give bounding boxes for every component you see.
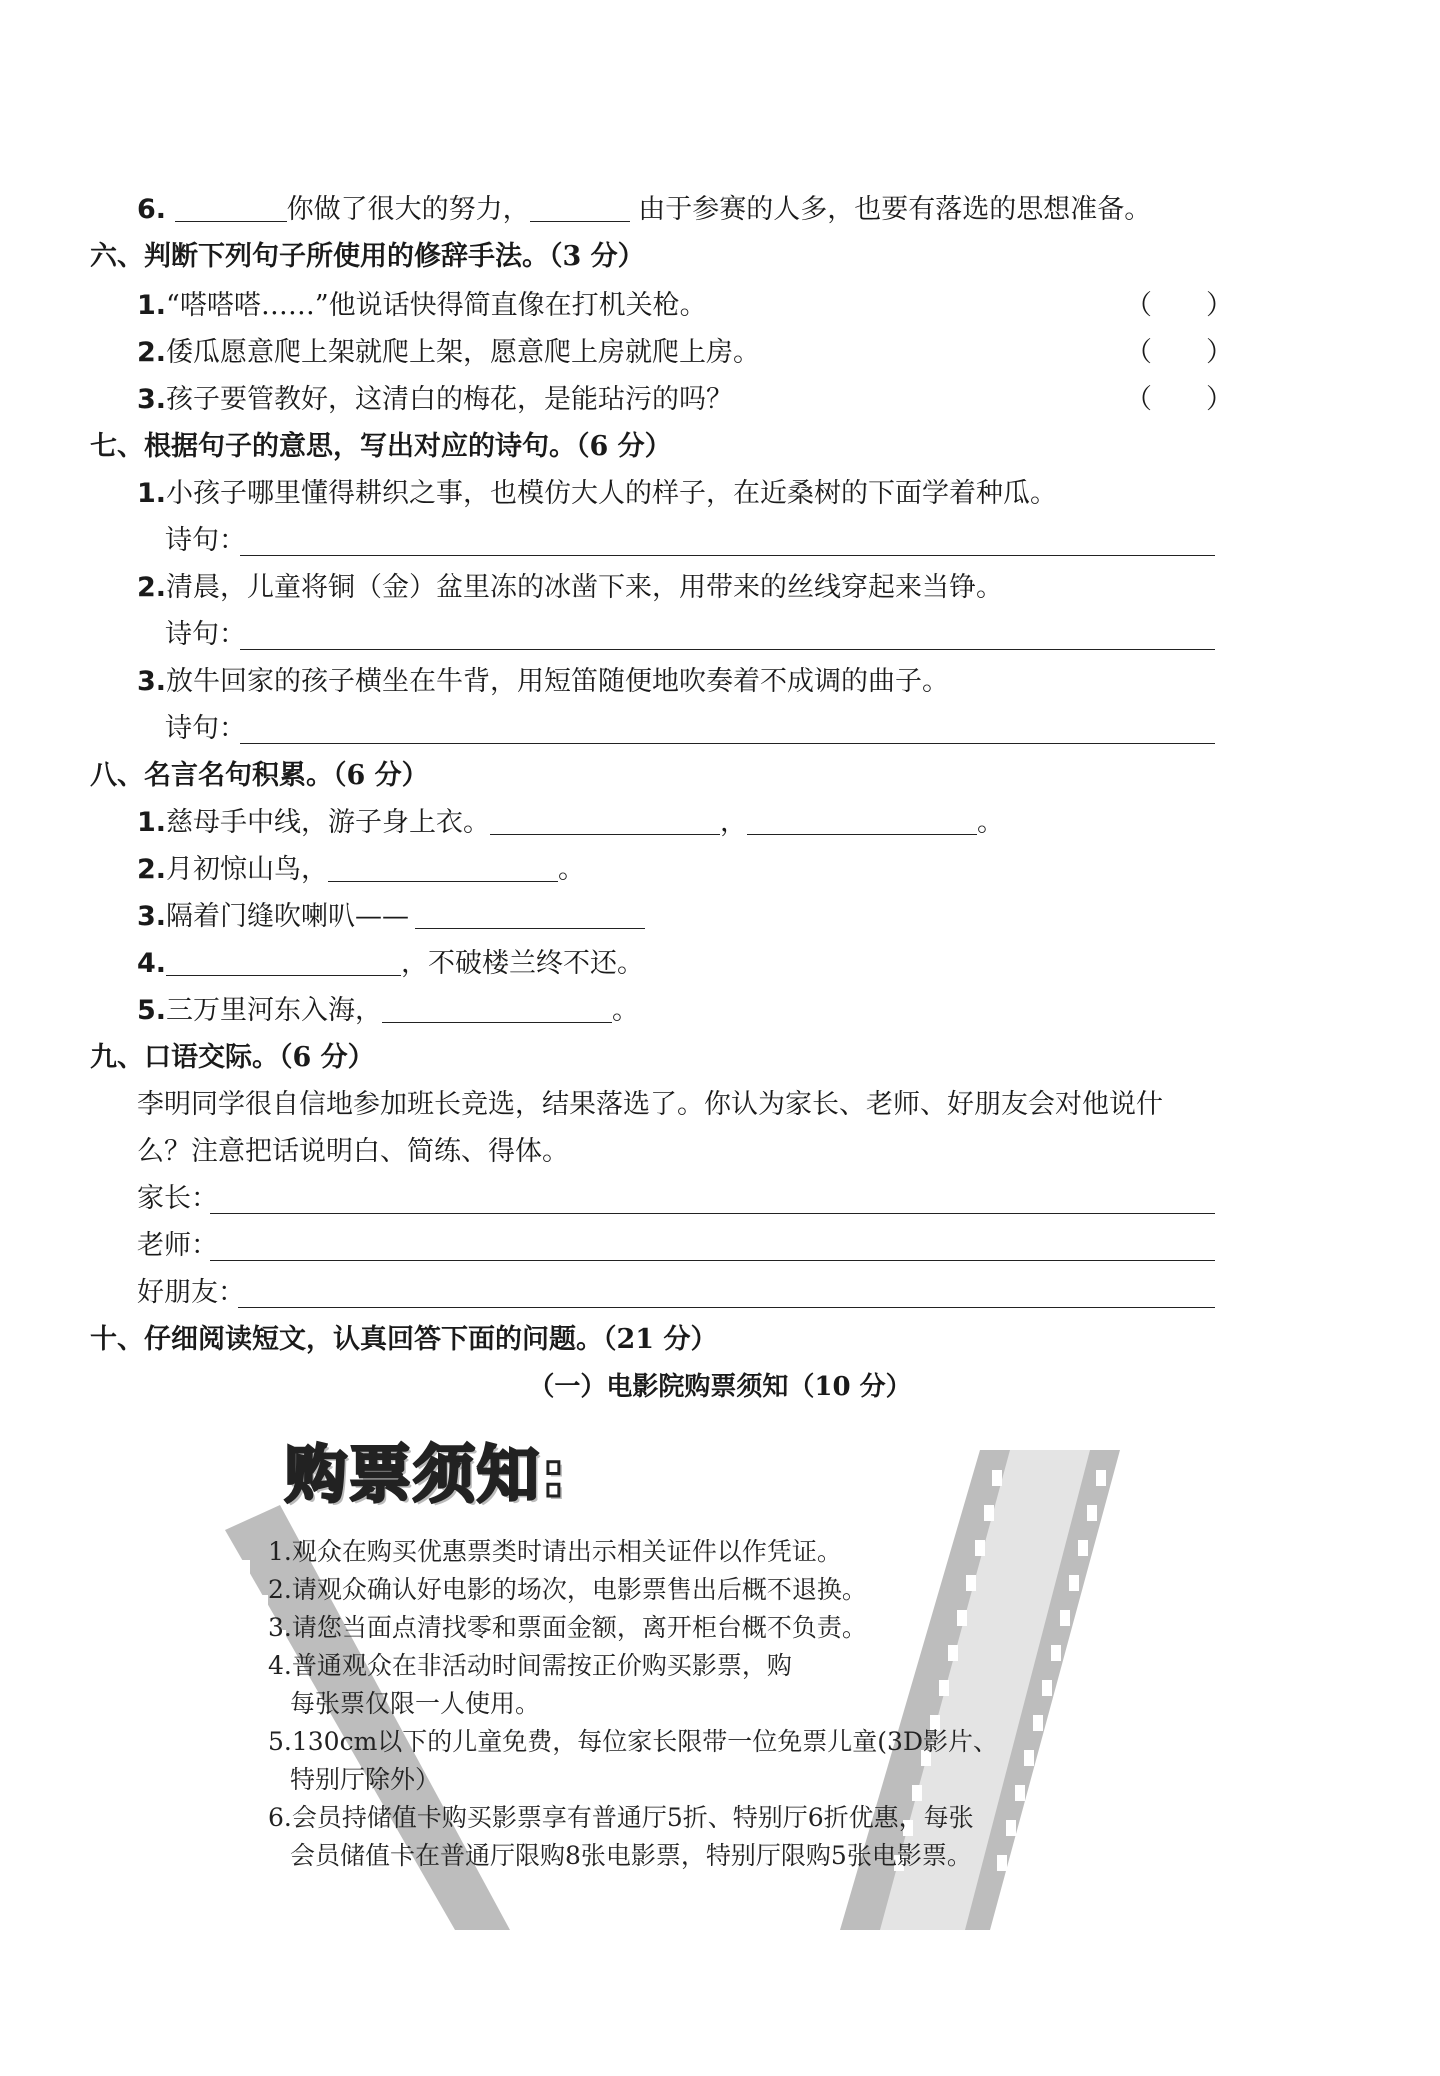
punct: 。 bbox=[977, 807, 1005, 838]
item-number: 5. bbox=[137, 995, 167, 1026]
poem-prompt bbox=[137, 662, 949, 702]
item-text: 孩子要管教好，这清白的梅花，是能玷污的吗？ bbox=[166, 384, 734, 415]
item-number: 4. bbox=[137, 948, 167, 979]
notice-line: 每张票仅限一人使用。 bbox=[290, 1689, 541, 1718]
response-line-teacher[interactable] bbox=[210, 1260, 1215, 1261]
notice-line: 2.请观众确认好电影的场次，电影票售出后概不退换。 bbox=[268, 1575, 867, 1604]
item-number: 1. bbox=[137, 290, 167, 321]
item-number: 3. bbox=[137, 384, 167, 415]
poem-prompt bbox=[137, 568, 1003, 608]
item-number: 3. bbox=[137, 901, 167, 932]
answer-blank[interactable] bbox=[175, 193, 287, 222]
quote-item bbox=[137, 991, 639, 1031]
section-7-title: 七、根据句子的意思，写出对应的诗句。（6 分） bbox=[90, 431, 672, 462]
item-text: 小孩子哪里懂得耕织之事，也模仿大人的样子，在近桑树的下面学着种瓜。 bbox=[166, 478, 1058, 509]
poem-answer-line[interactable] bbox=[240, 649, 1215, 650]
item-number: 1. bbox=[137, 807, 167, 838]
notice-line: 1.观众在购买优惠票类时请出示相关证件以作凭证。 bbox=[268, 1537, 842, 1566]
rhetoric-item bbox=[137, 286, 707, 326]
notice-line: 3.请您当面点清找零和票面金额，离开柜台概不负责。 bbox=[268, 1613, 867, 1642]
poem-label: 诗句： bbox=[165, 713, 246, 744]
answer-blank[interactable] bbox=[747, 806, 977, 835]
question-text: 由于参赛的人多，也要有落选的思想准备。 bbox=[638, 194, 1152, 225]
item-number: 3. bbox=[137, 666, 167, 697]
response-line-friend[interactable] bbox=[238, 1307, 1215, 1308]
question-text: 你做了很大的努力， bbox=[286, 194, 530, 225]
prompt-line: 么？注意把话说明白、简练、得体。 bbox=[137, 1136, 569, 1167]
question-number: 6. bbox=[137, 194, 167, 225]
item-text: 隔着门缝吹喇叭—— bbox=[166, 901, 410, 932]
section-9-title: 九、口语交际。（6 分） bbox=[90, 1042, 375, 1073]
item-number: 1. bbox=[137, 478, 167, 509]
poem-prompt bbox=[137, 474, 1057, 514]
rhetoric-item bbox=[137, 380, 733, 420]
quote-item bbox=[137, 944, 644, 984]
answer-parentheses[interactable]: （ ） bbox=[1125, 337, 1233, 368]
poem-answer-line[interactable] bbox=[240, 555, 1215, 556]
quote-item bbox=[137, 803, 1004, 843]
response-label-friend: 好朋友： bbox=[137, 1277, 245, 1308]
item-text: 三万里河东入海， bbox=[166, 995, 383, 1026]
response-label-teacher: 老师： bbox=[137, 1230, 218, 1261]
punct: ， bbox=[720, 807, 748, 838]
item-number: 2. bbox=[137, 572, 167, 603]
item-text: ，不破楼兰终不还。 bbox=[401, 948, 645, 979]
poem-label: 诗句： bbox=[165, 525, 246, 556]
answer-blank[interactable] bbox=[382, 994, 612, 1023]
notice-line: 会员储值卡在普通厅限购8张电影票，特别厅限购5张电影票。 bbox=[290, 1841, 972, 1870]
item-text: 慈母手中线，游子身上衣。 bbox=[166, 807, 491, 838]
answer-blank[interactable] bbox=[490, 806, 720, 835]
answer-parentheses[interactable]: （ ） bbox=[1125, 384, 1233, 415]
section-6-title: 六、判断下列句子所使用的修辞手法。（3 分） bbox=[90, 241, 645, 272]
question-6 bbox=[137, 190, 1151, 230]
item-text: 清晨，儿童将铜（金）盆里冻的冰凿下来，用带来的丝线穿起来当铮。 bbox=[166, 572, 1004, 603]
item-text: 月初惊山鸟， bbox=[166, 854, 329, 885]
rhetoric-item bbox=[137, 333, 760, 373]
quote-item bbox=[137, 850, 585, 890]
response-label-parent: 家长： bbox=[137, 1183, 218, 1214]
item-text: “嗒嗒嗒……”他说话快得简直像在打机关枪。 bbox=[166, 290, 707, 321]
answer-blank[interactable] bbox=[328, 853, 558, 882]
notice-title: 购票须知: bbox=[285, 1438, 568, 1511]
section-8-title: 八、名言名句积累。（6 分） bbox=[90, 760, 429, 791]
item-text: 放牛回家的孩子横坐在牛背，用短笛随便地吹奏着不成调的曲子。 bbox=[166, 666, 950, 697]
response-line-parent[interactable] bbox=[210, 1213, 1215, 1214]
answer-blank[interactable] bbox=[415, 900, 645, 929]
poem-answer-line[interactable] bbox=[240, 743, 1215, 744]
notice-line: 5.130cm以下的儿童免费，每位家长限带一位免票儿童(3D影片、 bbox=[268, 1727, 998, 1756]
item-number: 2. bbox=[137, 854, 167, 885]
prompt-line: 李明同学很自信地参加班长竞选，结果落选了。你认为家长、老师、好朋友会对他说什 bbox=[137, 1089, 1163, 1120]
answer-blank[interactable] bbox=[530, 193, 630, 222]
notice-line: 4.普通观众在非活动时间需按正价购买影票，购 bbox=[268, 1651, 792, 1680]
answer-blank[interactable] bbox=[166, 947, 401, 976]
poem-label: 诗句： bbox=[165, 619, 246, 650]
item-text: 倭瓜愿意爬上架就爬上架，愿意爬上房就爬上房。 bbox=[166, 337, 761, 368]
answer-parentheses[interactable]: （ ） bbox=[1125, 290, 1233, 321]
punct: 。 bbox=[612, 995, 640, 1026]
item-number: 2. bbox=[137, 337, 167, 368]
quote-item bbox=[137, 897, 645, 937]
punct: 。 bbox=[558, 854, 586, 885]
notice-line: 特别厅除外） bbox=[290, 1765, 441, 1794]
section-10-title: 十、仔细阅读短文，认真回答下面的问题。（21 分） bbox=[90, 1324, 718, 1355]
notice-line: 6.会员持储值卡购买影票享有普通厅5折、特别厅6折优惠，每张 bbox=[268, 1803, 974, 1832]
reading-subtitle: （一）电影院购票须知（10 分） bbox=[528, 1372, 912, 1402]
